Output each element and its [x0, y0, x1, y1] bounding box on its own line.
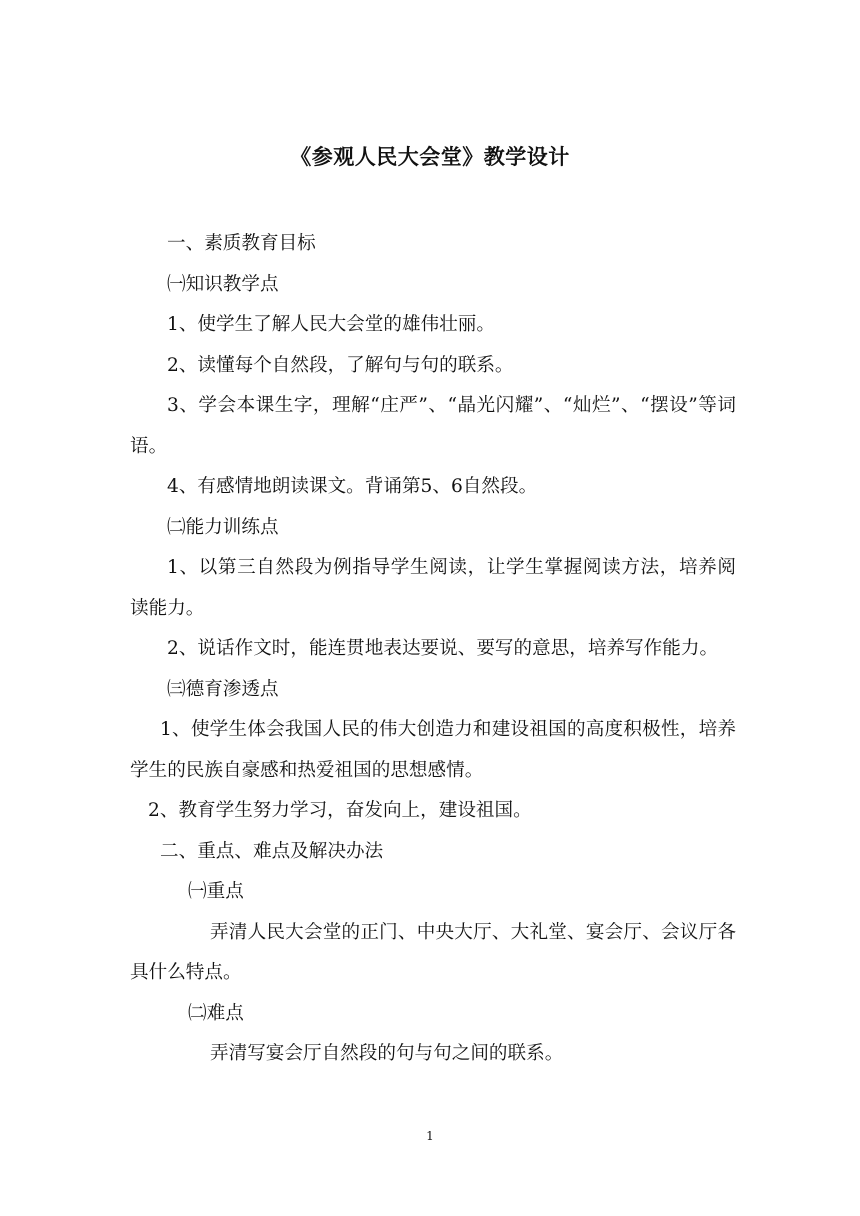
list-item: 2、教育学生努力学习，奋发向上，建设祖国。 — [148, 800, 532, 821]
section-heading: 二、重点、难点及解决办法 — [160, 840, 384, 862]
body-paragraph: 弄清人民大会堂的正门、中央大厅、大礼堂、宴会厅、会议厅各具什么特点。 — [130, 921, 736, 983]
subsection-heading: ㈡难点 — [188, 1002, 244, 1024]
list-item: 2、读懂每个自然段，了解句与句的联系。 — [167, 354, 514, 376]
subsection-heading: ㈢德育渗透点 — [167, 678, 279, 700]
list-item: 2、说话作文时，能连贯地表达要说、要写的意思，培养写作能力。 — [167, 638, 719, 659]
body-paragraph: 弄清写宴会厅自然段的句与句之间的联系。 — [210, 1043, 564, 1064]
document-title: 《参观人民大会堂》教学设计 — [290, 145, 570, 169]
list-item: 3、学会本课生字，理解“庄严”、“晶光闪耀”、“灿烂”、“摆设”等词语。 — [130, 395, 736, 457]
list-item: 1、使学生了解人民大会堂的雄伟壮丽。 — [167, 314, 495, 335]
list-item: 1、使学生体会我国人民的伟大创造力和建设祖国的高度积极性，培养学生的民族自豪感和热爱祖国的思想感情。 — [130, 719, 736, 781]
section-heading: 一、素质教育目标 — [167, 233, 316, 254]
subsection-heading: ㈠重点 — [188, 881, 244, 902]
document-body — [130, 224, 736, 1075]
page-number: 1 — [426, 1129, 434, 1143]
subsection-heading: ㈡能力训练点 — [167, 516, 279, 538]
list-item: 4、有感情地朗读课文。背诵第5、6自然段。 — [167, 476, 538, 497]
subsection-heading: ㈠知识教学点 — [167, 273, 279, 295]
list-item: 1、以第三自然段为例指导学生阅读，让学生掌握阅读方法，培养阅读能力。 — [130, 557, 736, 619]
